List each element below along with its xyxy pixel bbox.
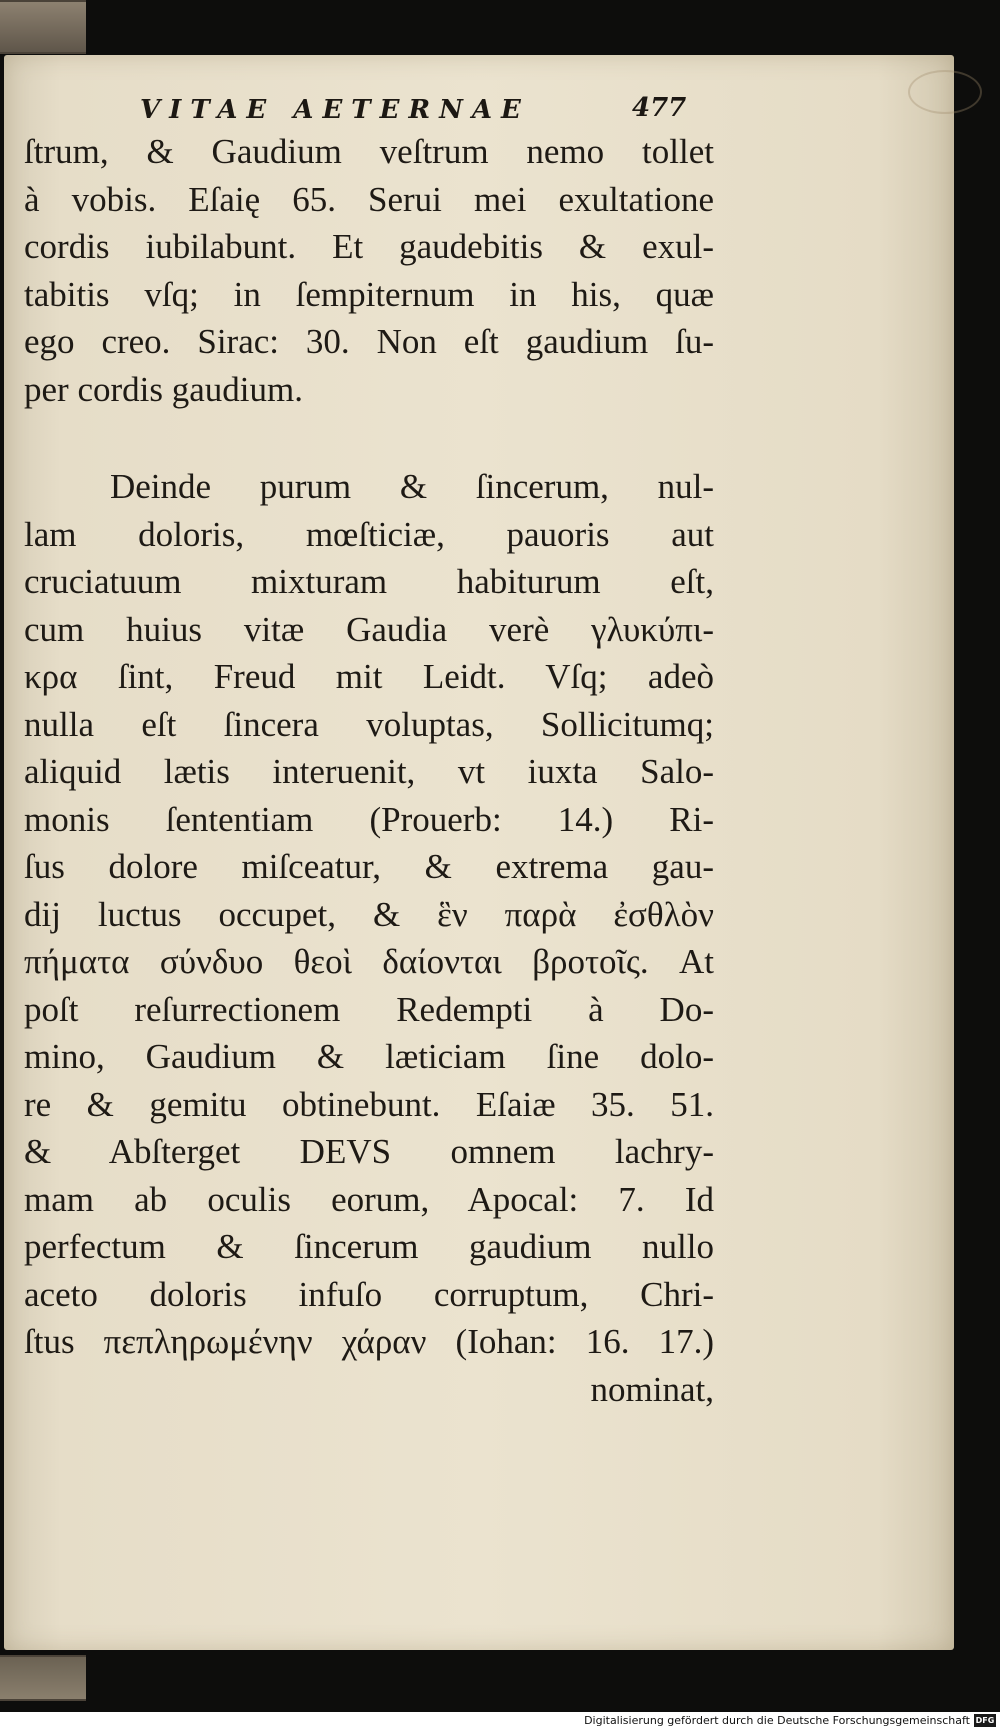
- paper-stain: [908, 70, 982, 114]
- text-line: & Abſterget DEVS omnem lachry-: [24, 1132, 714, 1171]
- text-line: re & gemitu obtinebunt. Eſaiæ 35. 51.: [24, 1084, 714, 1124]
- text-line: à vobis. Eſaię 65. Serui mei exultatione: [24, 179, 714, 219]
- text-line: monis ſententiam (Prouerb: 14.) Ri-: [24, 799, 714, 839]
- text-line: cordis iubilabunt. Et gaudebitis & exul-: [24, 227, 714, 266]
- binding-edge-top: [0, 0, 86, 54]
- text-line: ſus dolore miſceatur, & extrema gau-: [24, 847, 714, 886]
- text-line: mino, Gaudium & læticiam ſine dolo-: [24, 1037, 714, 1076]
- text-line: poſt reſurrectionem Redempti à Do-: [24, 989, 714, 1029]
- text-line: ſtrum, & Gaudium veſtrum nemo tollet: [24, 132, 714, 171]
- running-head: VITAE AETERNAE: [140, 95, 530, 125]
- text-line: ego creo. Sirac: 30. Non eſt gaudium ſu-: [24, 322, 714, 361]
- text-line: κρα ſint, Freud mit Leidt. Vſq; adeò: [24, 657, 714, 696]
- body-text: [24, 128, 714, 1413]
- text-line: cum huius vitæ Gaudia verè γλυκύπι-: [24, 609, 714, 649]
- footer-credit: Digitalisierung gefördert durch die Deutsche Forschungsgemeinschaft: [584, 1714, 970, 1727]
- page-number: 477: [632, 93, 687, 123]
- text-line: tabitis vſq; in ſempiternum in his, quæ: [24, 274, 714, 314]
- text-line: dij luctus occupet, & ἓν παρὰ ἐσθλὸν: [24, 894, 714, 934]
- text-line: lam doloris, mœſticiæ, pauoris aut: [24, 514, 714, 554]
- paragraph-gap: [24, 413, 714, 463]
- dfg-logo-icon: DFG: [975, 1716, 995, 1725]
- paragraph-2: [24, 463, 714, 1366]
- text-line: mam ab oculis eorum, Apocal: 7. Id: [24, 1179, 714, 1219]
- text-line: aliquid lætis interuenit, vt iuxta Salo-: [24, 752, 714, 791]
- text-line: Deinde purum & ſincerum, nul-: [110, 467, 714, 506]
- text-line: per cordis gaudium.: [24, 369, 303, 409]
- binding-edge-bottom: [0, 1655, 86, 1701]
- text-line: perfectum & ſincerum gaudium nullo: [24, 1227, 714, 1266]
- catchword: nominat,: [590, 1369, 714, 1409]
- text-line: aceto doloris infuſo corruptum, Chri-: [24, 1274, 714, 1314]
- paragraph-1: [24, 128, 714, 413]
- text-line: ſtus πεπληρωμένην χάραν (Iohan: 16. 17.): [24, 1322, 714, 1361]
- text-line: nulla eſt ſincera voluptas, Sollicitumq;: [24, 704, 714, 744]
- text-line: cruciatuum mixturam habiturum eſt,: [24, 562, 714, 601]
- text-line: πήματα σύνδυο θεοὶ δαίονται βροτοῖς. At: [24, 942, 714, 981]
